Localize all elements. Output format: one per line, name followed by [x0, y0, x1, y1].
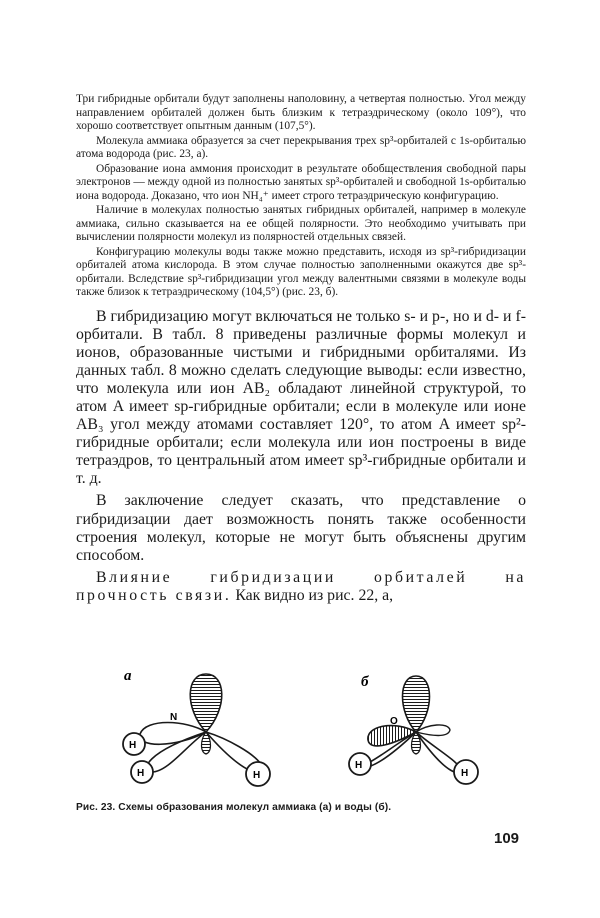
paragraph-water-molecule: Конфигурацию молекулы воды также можно представить, исходя из sp³-гибридизации орбиталей атома кислорода. В этом случае полностью заполненными окажутся две sp³-орбитали. Вследствие sp³-гибридизации угол между валентными связями в молекуле воды также близок к тетраэдрическому (104,5°) (рис. 23, б). [76, 245, 526, 298]
label-a: а [124, 668, 132, 684]
section-continuation: Как видно из рис. 22, а, [235, 586, 394, 604]
bond-lobe-right-b [416, 732, 460, 772]
page-number: 109 [494, 830, 520, 847]
oxygen-label: O [390, 716, 398, 727]
h-label-2: H [137, 768, 145, 779]
nitrogen-label: N [170, 712, 178, 723]
paragraph-polarity: Наличие в молекулах полностью занятых гибридных орбиталей, например в молекуле аммиака, сильно сказывается на ее общей полярности. Это необходимо учитывать при вычислении полярности молекул из полярностей отдельных связей. [76, 204, 526, 243]
section-heading: Влияние гибридизации орбиталей на прочность связи. [76, 568, 526, 604]
figure-caption: Рис. 23. Схемы образования молекул аммиака (а) и воды (б). [76, 802, 392, 813]
label-b: б [361, 674, 369, 690]
h-label-b2: H [461, 768, 469, 779]
paragraph-ammonia-molecule: Молекула аммиака образуется за счет перекрывания трех sp³-орбиталей с 1s-орбиталью атома водорода (рис. 23, а). [76, 134, 526, 160]
section-heading-block [76, 569, 526, 605]
figure-23 [76, 668, 526, 798]
h-label-1: H [129, 740, 137, 751]
h-label-b1: H [355, 760, 363, 771]
page-body [76, 93, 526, 605]
water-diagram [349, 674, 478, 784]
paragraph-conclusion: В заключение следует сказать, что представление о гибридизации дает возможность понять также особенности строения молекул, которые не могут быть объяснены другим способом. [76, 492, 526, 564]
paragraph-hybrid-orbitals: Три гибридные орбитали будут заполнены наполовину, а четвертая полностью. Угол между направлением орбиталей должен быть близким к тетраэдрическому (около 109°), что хорошо соответствует опытным данным (107,5°). [76, 93, 526, 132]
paragraph-ammonium-ion: Образование иона аммония происходит в результате обобществления свободной пары электронов — между одной из полностью занятых sp³-орбиталей и свободной 1s-орбиталью иона водорода. Доказано, что ион NH₄⁺ имеет строго тетраэдрическую конфигурацию. [76, 162, 526, 202]
lone-pair-lobe [190, 674, 222, 732]
h-label-3: H [253, 770, 261, 781]
lone-pair-lobe-1 [403, 676, 430, 732]
orbital-diagrams [76, 668, 526, 798]
paragraph-hybridization-table: В гибридизацию могут включаться не только s- и p-, но и d- и f-орбитали. В табл. 8 приведены различные формы молекул и ионов, образованные чистыми и гибридными орбиталями. Из данных табл. 8 можно сделать следующие выводы: если известно, что молекула или ион AB₂ обладают линейной структурой, то атом A имеет sp-гибридные орбитали; если в молекуле или ионе AB₃ угол между атомами составляет 120°, то атом A имеет sp²-гибридные орбитали; если молекула или ион построены в виде тетраэдров, то центральный атом имеет sp³-гибридные орбитали и т. д. [76, 307, 526, 488]
ammonia-diagram [123, 668, 270, 786]
bond-lobe-left [140, 723, 206, 745]
bond-lobe-bottom [147, 732, 206, 772]
